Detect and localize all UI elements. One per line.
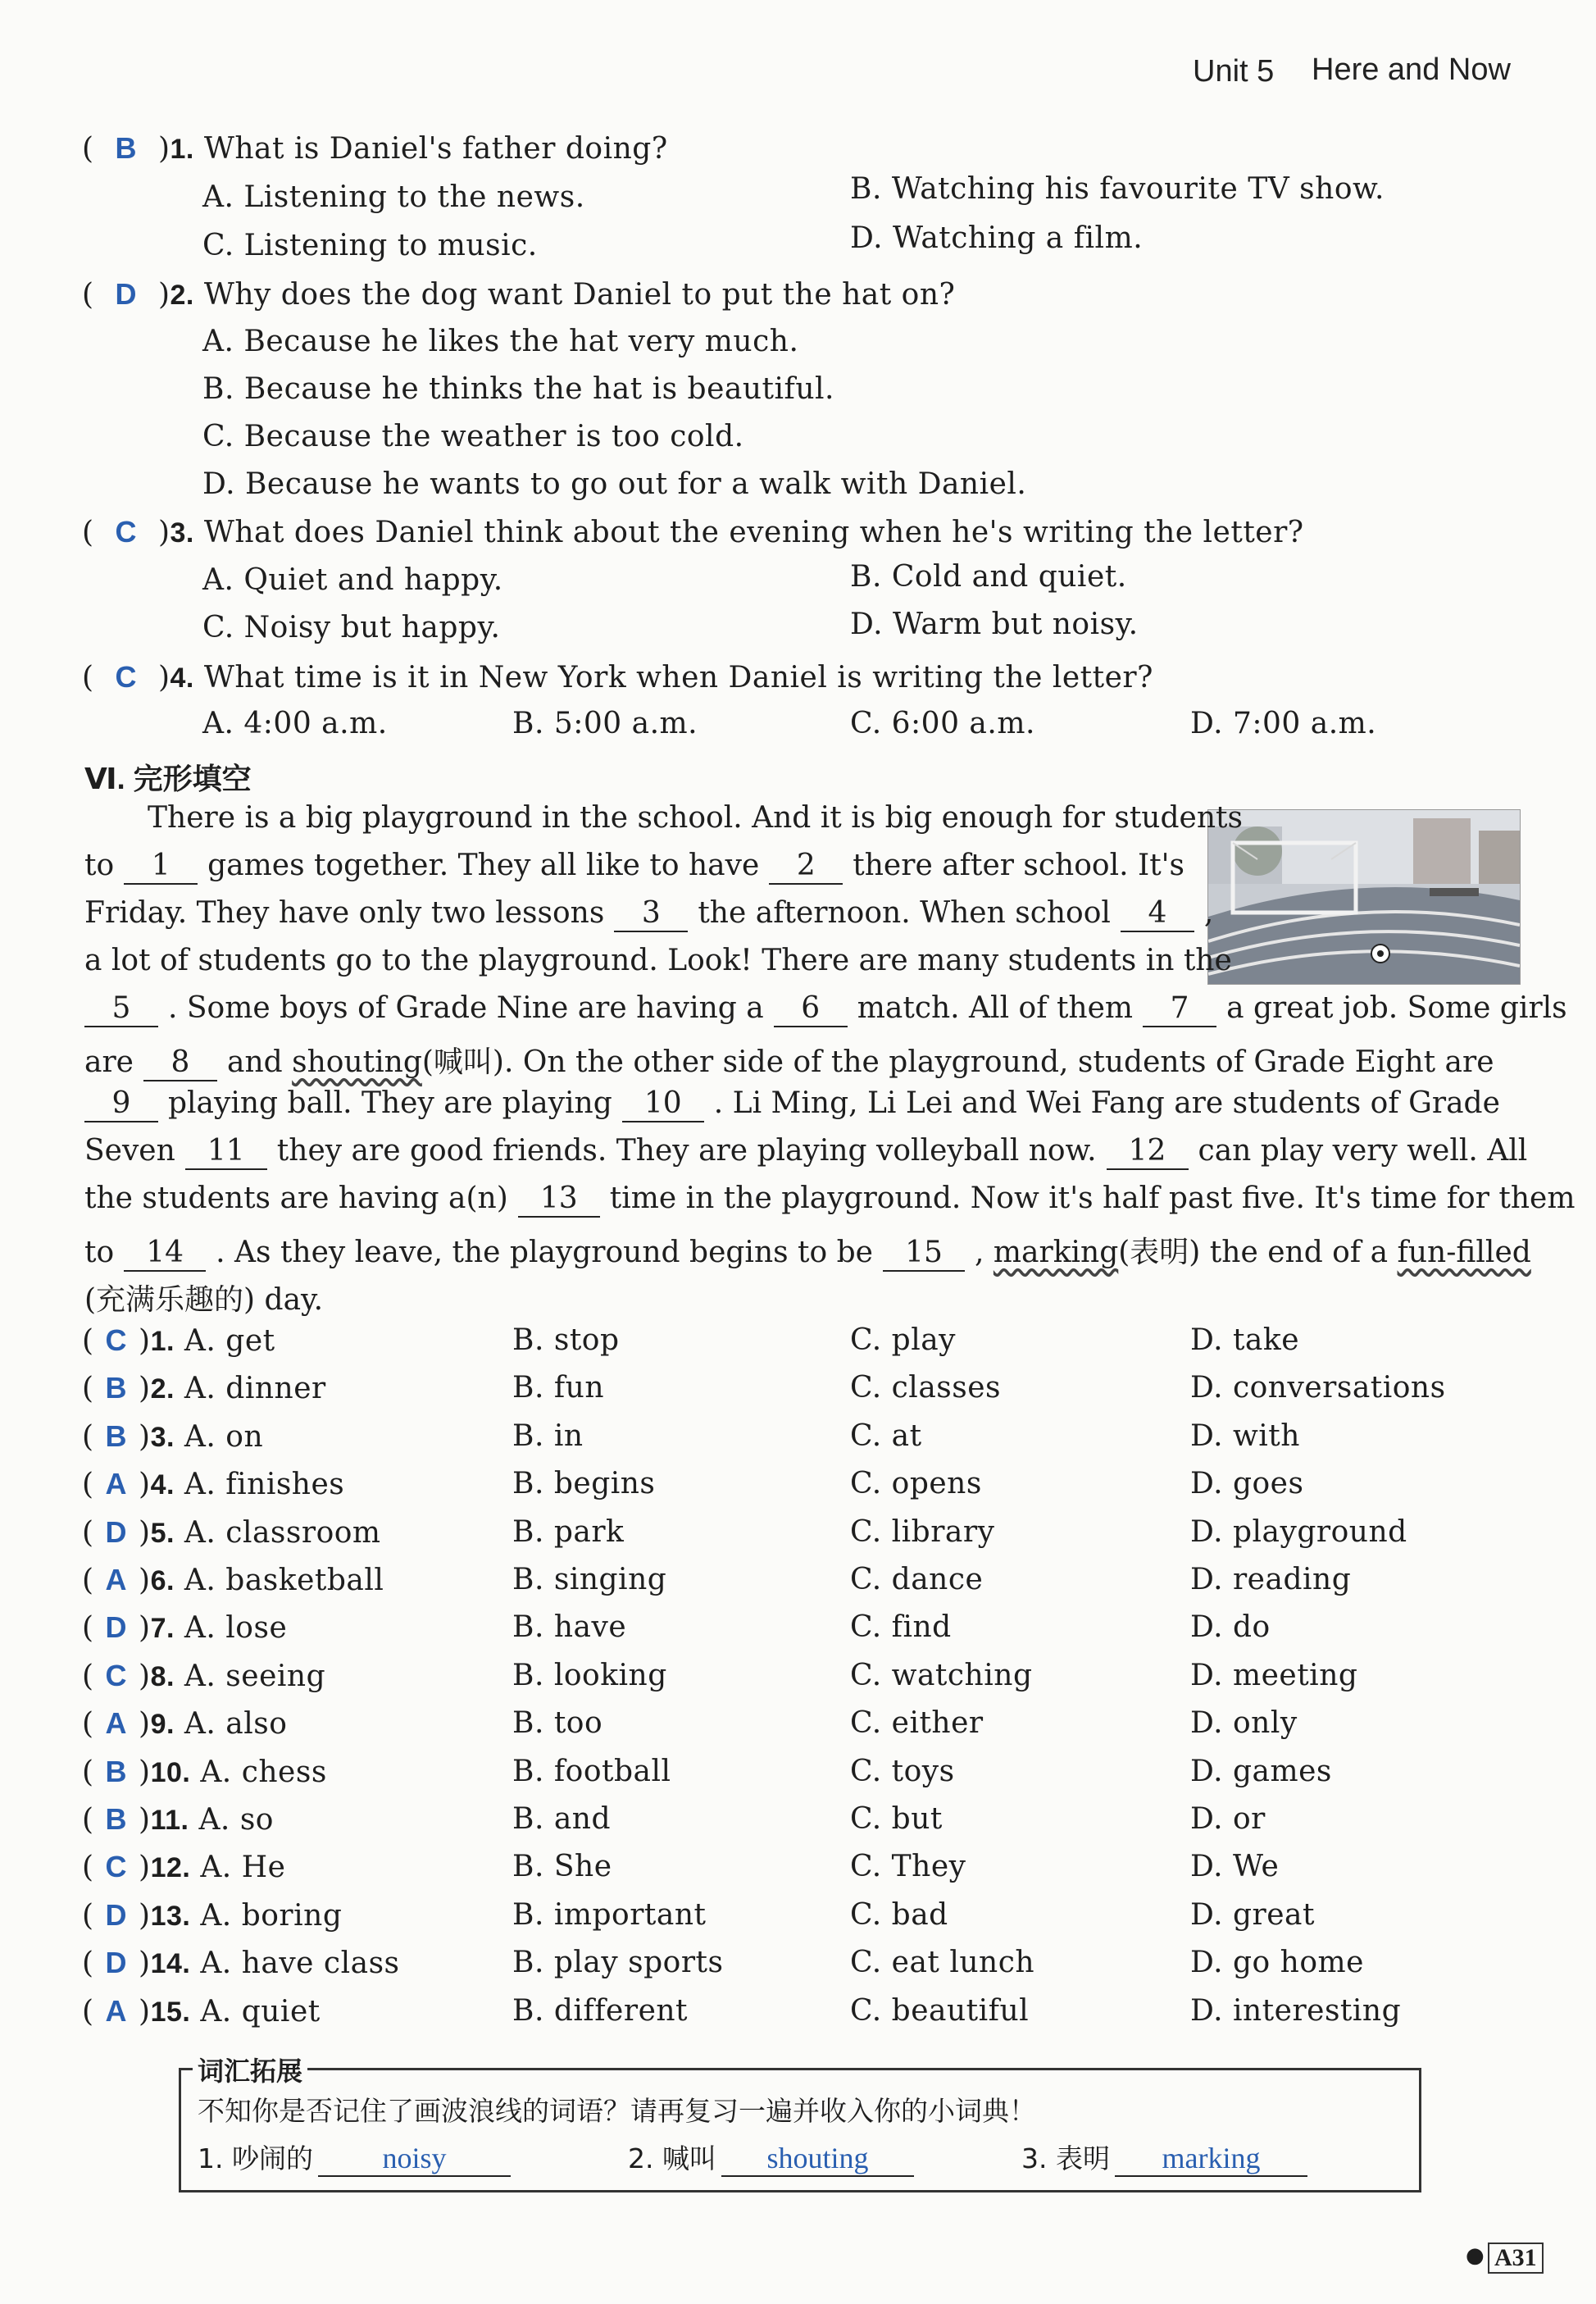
paren-close: ) xyxy=(139,1564,151,1597)
paren-open: ( xyxy=(82,661,94,694)
passage-text: there after school. It's xyxy=(853,849,1185,882)
option-d: D. conversations xyxy=(1190,1371,1446,1405)
answer-mark: D xyxy=(105,1514,128,1549)
blank-10[interactable]: 10 xyxy=(622,1086,704,1122)
option-c: C. dance xyxy=(850,1563,984,1596)
passage-line xyxy=(84,1039,1494,1081)
option-a: A. He xyxy=(200,1851,286,1885)
passage-text: games together. They all like to have xyxy=(207,849,760,882)
cloze-item-row xyxy=(82,1994,321,2029)
paren-close: ) xyxy=(139,1611,151,1646)
cloze-item-row xyxy=(82,1946,400,1980)
paren-open: ( xyxy=(82,1994,94,2029)
option-c: C. Noisy but happy. xyxy=(202,611,501,644)
option-c: C. Because the weather is too cold. xyxy=(202,420,744,453)
option-b: B. too xyxy=(512,1706,603,1741)
paren-close: ) xyxy=(139,1324,151,1358)
passage-text: are xyxy=(84,1045,134,1079)
question-number: 1. xyxy=(170,134,194,165)
cloze-item-row xyxy=(82,1610,287,1645)
cloze-item-row xyxy=(82,1323,275,1358)
option-d: D. Warm but noisy. xyxy=(850,608,1139,641)
option-d: D. take xyxy=(1190,1323,1300,1357)
answer-mark: B xyxy=(105,1754,128,1788)
passage-line xyxy=(84,991,1567,1027)
option-d: D. playground xyxy=(1190,1514,1407,1549)
passage-text: (表明) the end of a xyxy=(1118,1236,1389,1269)
option-d: D. Watching a film. xyxy=(850,221,1144,255)
vocab-answer[interactable]: shouting xyxy=(721,2141,914,2177)
question-row xyxy=(82,277,955,312)
paren-open: ( xyxy=(82,132,94,166)
vocab-label: 3. 表明 xyxy=(1021,2142,1110,2174)
passage-text: , xyxy=(974,1236,984,1269)
question-text: What does Daniel think about the evening when he's writing the letter? xyxy=(203,516,1304,549)
option-b: B. 5:00 a.m. xyxy=(512,707,698,740)
paren-close: ) xyxy=(139,1468,151,1502)
option-d: D. We xyxy=(1190,1850,1280,1884)
option-b: B. stop xyxy=(512,1323,620,1357)
passage-line xyxy=(84,1134,1527,1170)
answer-mark: D xyxy=(115,277,137,311)
option-a: A. seeing xyxy=(184,1659,326,1693)
blank-15[interactable]: 15 xyxy=(883,1236,965,1272)
option-d: D. goes xyxy=(1190,1467,1304,1501)
cloze-item-row xyxy=(82,1706,287,1741)
passage-line xyxy=(84,896,1213,932)
paren-open: ( xyxy=(82,1755,94,1789)
paren-close: ) xyxy=(139,1707,151,1742)
blank-5[interactable]: 5 xyxy=(84,991,158,1027)
wavy-word: shouting xyxy=(292,1045,422,1079)
passage-text: to xyxy=(84,849,115,882)
option-c: C. either xyxy=(850,1706,984,1741)
answer-mark: B xyxy=(105,1802,128,1836)
passage-text: a great job. Some girls xyxy=(1226,991,1567,1025)
option-c: C. Listening to music. xyxy=(202,229,538,262)
passage-text: , xyxy=(1203,896,1214,930)
cloze-item-row xyxy=(82,1371,326,1405)
question-row xyxy=(82,515,1304,549)
cloze-item-row xyxy=(82,1850,285,1884)
option-c: C. library xyxy=(850,1514,995,1549)
blank-3[interactable]: 3 xyxy=(614,896,688,932)
option-c: C. but xyxy=(850,1802,943,1836)
answer-mark: C xyxy=(105,1658,128,1692)
paren-open: ( xyxy=(82,1898,94,1933)
option-d: D. 7:00 a.m. xyxy=(1190,707,1377,740)
passage-line xyxy=(84,849,1184,885)
option-a: A. classroom xyxy=(184,1515,381,1550)
option-a: A. quiet xyxy=(200,1994,321,2029)
option-b: B. looking xyxy=(512,1658,667,1692)
paren-close: ) xyxy=(139,1851,151,1885)
cloze-item-row xyxy=(82,1802,274,1837)
item-number: 2. xyxy=(150,1373,175,1405)
vocab-label: 1. 吵闹的 xyxy=(198,2142,313,2174)
option-a: A. lose xyxy=(184,1611,288,1646)
item-number: 4. xyxy=(150,1469,175,1501)
option-b: B. football xyxy=(512,1754,671,1788)
option-b: B. Watching his favourite TV show. xyxy=(850,172,1385,206)
passage-text: match. All of them xyxy=(857,991,1134,1025)
passage-line xyxy=(84,1229,1531,1272)
option-d: D. with xyxy=(1190,1418,1300,1453)
paren-open: ( xyxy=(82,1707,94,1742)
option-b: B. in xyxy=(512,1418,584,1453)
paren-open: ( xyxy=(82,1324,94,1358)
item-number: 3. xyxy=(150,1421,175,1453)
option-b: B. different xyxy=(512,1993,689,2028)
question-number: 4. xyxy=(170,663,194,694)
blank-14[interactable]: 14 xyxy=(124,1236,206,1272)
option-d: D. meeting xyxy=(1190,1658,1358,1692)
answer-mark: C xyxy=(105,1850,128,1884)
option-b: B. and xyxy=(512,1802,612,1836)
blank-6[interactable]: 6 xyxy=(774,991,848,1027)
paren-open: ( xyxy=(82,1851,94,1885)
passage-text: to xyxy=(84,1236,115,1269)
question-number: 2. xyxy=(170,280,194,311)
item-number: 11. xyxy=(150,1805,189,1836)
option-d: D. or xyxy=(1190,1802,1266,1836)
answer-mark: B xyxy=(115,131,137,165)
paren-close: ) xyxy=(139,1372,151,1406)
cloze-item-row xyxy=(82,1419,263,1454)
vocab-instruction: 不知你是否记住了画波浪线的词语？请再复习一遍并收入你的小词典！ xyxy=(198,2095,1036,2127)
answer-mark: D xyxy=(105,1946,128,1980)
paren-open: ( xyxy=(82,278,94,312)
blank-7[interactable]: 7 xyxy=(1143,991,1216,1027)
paren-close: ) xyxy=(157,278,171,312)
option-b: B. Because he thinks the hat is beautiful. xyxy=(202,372,834,406)
option-c: C. bad xyxy=(850,1897,948,1932)
paren-close: ) xyxy=(139,1419,151,1454)
cloze-item-row xyxy=(82,1563,384,1597)
item-number: 1. xyxy=(150,1326,175,1357)
option-c: C. find xyxy=(850,1610,952,1645)
passage-text: can play very well. All xyxy=(1198,1134,1528,1168)
blank-13[interactable]: 13 xyxy=(518,1182,600,1218)
question-row xyxy=(82,660,1153,694)
option-c: C. toys xyxy=(850,1754,955,1788)
item-number: 12. xyxy=(150,1852,191,1884)
paren-open: ( xyxy=(82,1419,94,1454)
option-c: C. opens xyxy=(850,1467,982,1501)
option-d: D. only xyxy=(1190,1706,1298,1741)
page-dot-icon: ● xyxy=(1466,2243,1485,2268)
passage-text: . Li Ming, Li Lei and Wei Fang are students of Grade xyxy=(713,1086,1500,1120)
option-a: A. finishes xyxy=(184,1468,345,1502)
passage-text: Seven xyxy=(84,1134,175,1168)
paren-open: ( xyxy=(82,1659,94,1693)
passage-text: . As they leave, the playground begins to be xyxy=(216,1236,873,1269)
answer-mark: A xyxy=(105,1563,128,1596)
vocab-item xyxy=(198,2138,511,2177)
option-a: A. dinner xyxy=(184,1372,326,1406)
paren-open: ( xyxy=(82,516,94,549)
option-c: C. 6:00 a.m. xyxy=(850,707,1035,740)
paren-close: ) xyxy=(139,1515,151,1550)
option-c: C. classes xyxy=(850,1371,1002,1405)
option-c: C. They xyxy=(850,1850,966,1884)
option-c: C. beautiful xyxy=(850,1993,1030,2028)
playground-photo xyxy=(1207,809,1521,985)
option-d: D. interesting xyxy=(1190,1993,1402,2028)
option-c: C. eat lunch xyxy=(850,1946,1035,1980)
option-c: C. play xyxy=(850,1323,957,1357)
blank-8[interactable]: 8 xyxy=(143,1045,217,1081)
vocab-box xyxy=(179,2056,1421,2192)
option-b: B. singing xyxy=(512,1563,667,1596)
option-d: D. Because he wants to go out for a walk with Daniel. xyxy=(202,467,1027,501)
item-number: 6. xyxy=(150,1565,175,1596)
paren-close: ) xyxy=(139,1994,151,2029)
paren-open: ( xyxy=(82,1947,94,1981)
option-b: B. She xyxy=(512,1850,612,1884)
paren-close: ) xyxy=(139,1755,151,1789)
vocab-title: 词汇拓展 xyxy=(193,2051,307,2088)
paren-close: ) xyxy=(139,1803,151,1837)
option-a: A. have class xyxy=(200,1947,400,1981)
item-number: 7. xyxy=(150,1613,175,1645)
cloze-item-row xyxy=(82,1515,381,1550)
paren-open: ( xyxy=(82,1611,94,1646)
section-title: Ⅵ. 完形填空 xyxy=(84,762,252,795)
item-number: 14. xyxy=(150,1948,191,1980)
passage-text: they are good friends. They are playing volleyball now. xyxy=(276,1134,1097,1168)
option-d: D. do xyxy=(1190,1610,1271,1645)
paren-close: ) xyxy=(157,661,171,694)
answer-mark: A xyxy=(105,1993,128,2028)
answer-mark: C xyxy=(115,515,137,549)
paren-close: ) xyxy=(139,1898,151,1933)
unit-label: Unit 5 xyxy=(1193,54,1275,89)
option-a: A. so xyxy=(198,1803,274,1837)
passage-text: time in the playground. Now it's half past five. It's time for them xyxy=(609,1182,1576,1215)
unit-title: Here and Now xyxy=(1312,52,1511,87)
paren-open: ( xyxy=(82,1372,94,1406)
cloze-item-row xyxy=(82,1467,344,1501)
option-b: B. park xyxy=(512,1514,625,1549)
blank-11[interactable]: 11 xyxy=(185,1134,267,1170)
option-b: B. fun xyxy=(512,1371,605,1405)
passage-line xyxy=(84,1182,1575,1218)
paren-close: ) xyxy=(139,1947,151,1981)
vocab-answer[interactable]: marking xyxy=(1115,2141,1307,2177)
option-c: C. at xyxy=(850,1418,922,1453)
option-c: C. watching xyxy=(850,1658,1033,1692)
answer-mark: C xyxy=(115,660,137,694)
wavy-word: marking xyxy=(993,1236,1119,1269)
option-a: A. chess xyxy=(200,1755,327,1789)
answer-mark: D xyxy=(105,1897,128,1932)
passage-text: the students are having a(n) xyxy=(84,1182,508,1215)
paren-close: ) xyxy=(157,132,171,166)
item-number: 13. xyxy=(150,1900,191,1932)
question-text: Why does the dog want Daniel to put the hat on? xyxy=(203,278,956,312)
paren-open: ( xyxy=(82,1564,94,1597)
option-a: A. Quiet and happy. xyxy=(202,563,503,597)
passage-line: (充满乐趣的) day. xyxy=(84,1283,324,1317)
paren-open: ( xyxy=(82,1803,94,1837)
answer-mark: D xyxy=(105,1610,128,1645)
answer-mark: A xyxy=(105,1706,128,1741)
option-a: A. get xyxy=(184,1324,275,1358)
passage-line xyxy=(84,1086,1500,1122)
option-b: B. important xyxy=(512,1897,707,1932)
passage-line: a lot of students go to the playground. Look! There are many students in the xyxy=(84,944,1232,977)
blank-1[interactable]: 1 xyxy=(124,849,198,885)
blank-12[interactable]: 12 xyxy=(1107,1134,1189,1170)
item-number: 8. xyxy=(150,1660,175,1692)
blank-4[interactable]: 4 xyxy=(1121,896,1194,932)
option-b: B. begins xyxy=(512,1467,656,1501)
item-number: 5. xyxy=(150,1517,175,1549)
option-a: A. 4:00 a.m. xyxy=(202,707,388,740)
option-d: D. great xyxy=(1190,1897,1315,1932)
page-number: A31 xyxy=(1488,2243,1544,2274)
option-a: A. basketball xyxy=(184,1564,384,1597)
passage-text: the afternoon. When school xyxy=(698,896,1111,930)
answer-mark: B xyxy=(105,1418,128,1453)
blank-2[interactable]: 2 xyxy=(769,849,843,885)
vocab-item xyxy=(1021,2138,1307,2177)
answer-mark: C xyxy=(105,1323,128,1357)
cloze-item-row xyxy=(82,1898,342,1933)
option-b: B. Cold and quiet. xyxy=(850,560,1127,594)
paren-close: ) xyxy=(139,1659,151,1693)
item-number: 10. xyxy=(150,1756,191,1788)
question-row xyxy=(82,131,668,166)
passage-text: Friday. They have only two lessons xyxy=(84,896,605,930)
cloze-item-row xyxy=(82,1755,327,1789)
vocab-label: 2. 喊叫 xyxy=(628,2142,716,2174)
vocab-item xyxy=(628,2138,914,2177)
passage-text: and xyxy=(226,1045,283,1079)
passage-text: . Some boys of Grade Nine are having a xyxy=(168,991,764,1025)
option-a: A. Because he likes the hat very much. xyxy=(202,325,799,358)
option-a: A. boring xyxy=(200,1898,343,1933)
item-number: 9. xyxy=(150,1709,175,1741)
item-number: 15. xyxy=(150,1996,191,2028)
option-a: A. also xyxy=(184,1707,288,1742)
passage-line: There is a big playground in the school. And it is big enough for students xyxy=(148,801,1243,835)
option-b: B. play sports xyxy=(512,1946,724,1980)
option-d: D. reading xyxy=(1190,1563,1352,1596)
paren-open: ( xyxy=(82,1468,94,1502)
vocab-answer[interactable]: noisy xyxy=(318,2141,511,2177)
question-text: What is Daniel's father doing? xyxy=(203,132,668,166)
paren-open: ( xyxy=(82,1515,94,1550)
answer-mark: A xyxy=(105,1467,128,1501)
playground-illustration xyxy=(1208,810,1520,984)
option-d: D. games xyxy=(1190,1754,1332,1788)
option-d: D. go home xyxy=(1190,1946,1364,1980)
option-a: A. on xyxy=(184,1419,264,1454)
wavy-word: fun-filled xyxy=(1397,1236,1531,1269)
option-b: B. have xyxy=(512,1610,627,1645)
blank-9[interactable]: 9 xyxy=(84,1086,158,1122)
answer-mark: B xyxy=(105,1371,128,1405)
question-text: What time is it in New York when Daniel is writing the letter? xyxy=(203,661,1153,694)
question-number: 3. xyxy=(170,517,194,549)
cloze-item-row xyxy=(82,1659,325,1693)
paren-close: ) xyxy=(157,516,171,549)
passage-text: (喊叫). On the other side of the playground, students of Grade Eight are xyxy=(421,1045,1494,1079)
passage-text: playing ball. They are playing xyxy=(168,1086,612,1120)
option-a: A. Listening to the news. xyxy=(202,180,585,214)
